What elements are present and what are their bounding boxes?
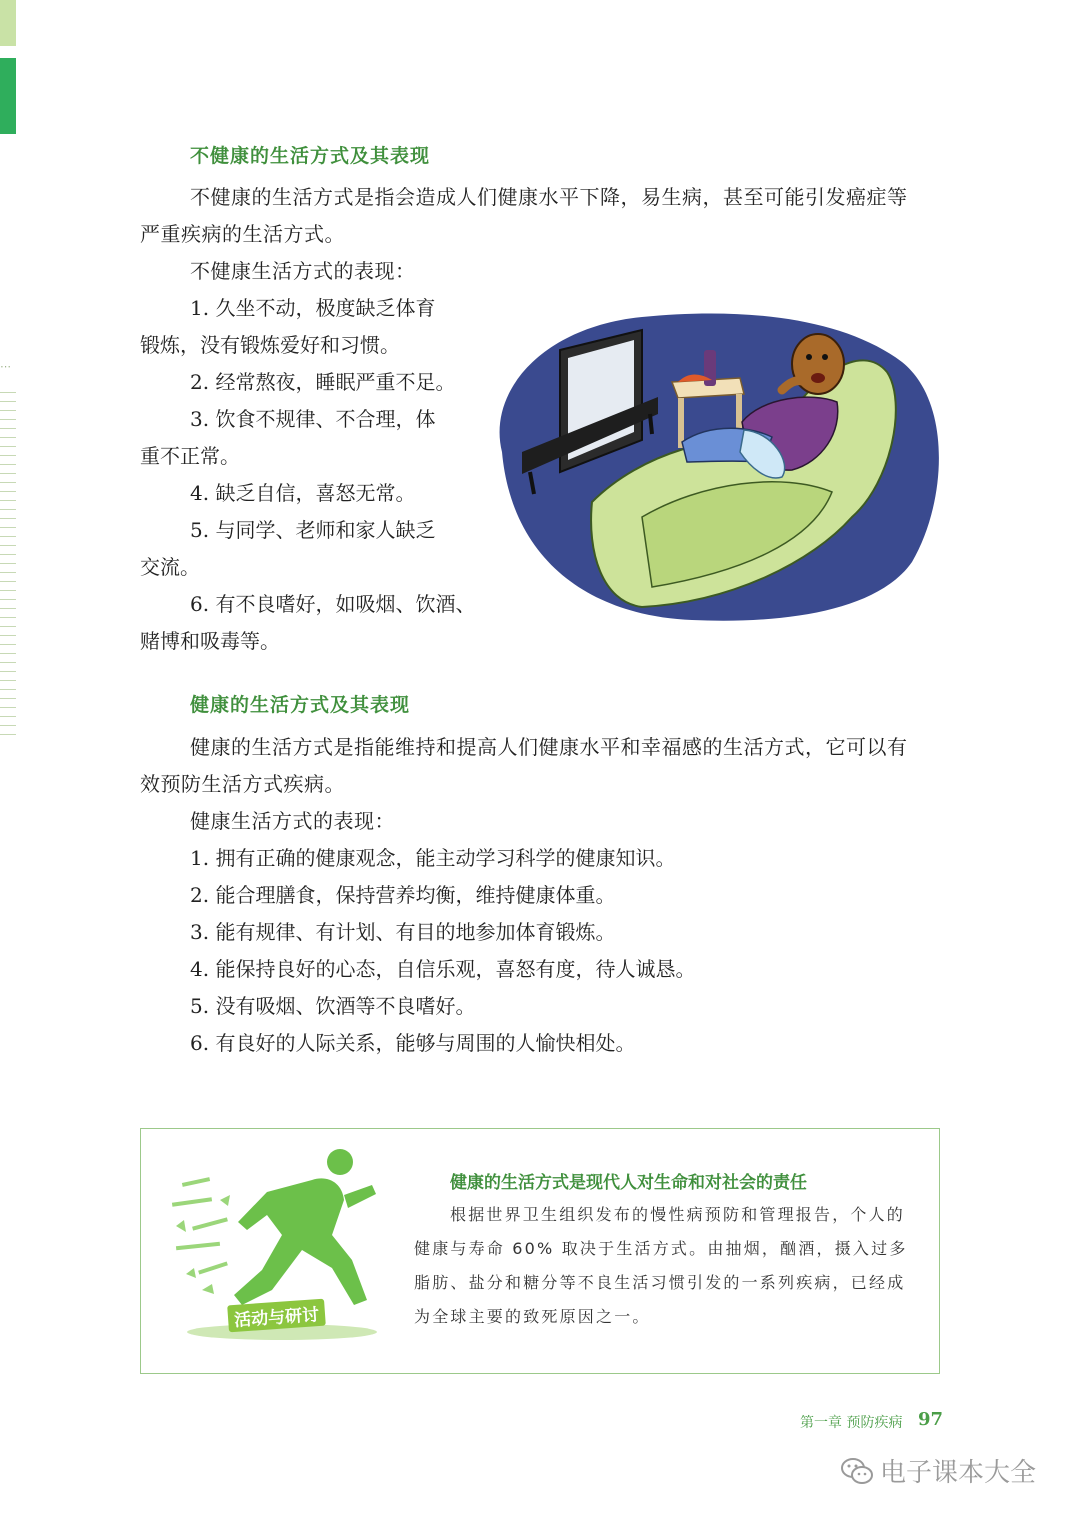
section2-item-5: 5. 没有吸烟、饮酒等不良嗜好。 (190, 994, 476, 1018)
section1-item-5b: 交流。 (140, 555, 200, 579)
watermark (840, 1452, 1036, 1489)
section2-item-4: 4. 能保持良好的心态，自信乐观，喜怒有度，待人诚恳。 (190, 957, 696, 981)
section2-definition-line2: 效预防生活方式疾病。 (140, 772, 345, 796)
section1-item-1b: 锻炼，没有锻炼爱好和习惯。 (140, 333, 400, 357)
section1-definition-line1: 不健康的生活方式是指会造成人们健康水平下降，易生病，甚至可能引发癌症等 (190, 185, 908, 209)
section2-item-2: 2. 能合理膳食，保持营养均衡，维持健康体重。 (190, 883, 616, 907)
margin-tab-dark (0, 58, 16, 134)
section2-intro: 健康生活方式的表现： (190, 809, 395, 833)
section1-item-6a: 6. 有不良嗜好，如吸烟、饮酒、 (190, 592, 476, 616)
activity-line-3: 脂肪、盐分和糖分等不良生活习惯引发的一系列疾病，已经成 (414, 1273, 906, 1292)
activity-title: 健康的生活方式是现代人对生命和对社会的责任 (450, 1173, 807, 1193)
section1-heading: 不健康的生活方式及其表现 (190, 145, 431, 167)
section1-item-1a: 1. 久坐不动，极度缺乏体育 (190, 296, 436, 320)
section2-heading: 健康的生活方式及其表现 (190, 694, 411, 716)
section1-item-2: 2. 经常熬夜，睡眠严重不足。 (190, 370, 456, 394)
section1-item-6b: 赌博和吸毒等。 (140, 629, 280, 653)
section1-item-3a: 3. 饮食不规律、不合理，体 (190, 407, 436, 431)
activity-badge: 活动与研讨 (227, 1299, 326, 1333)
page-number: 97 (918, 1409, 944, 1430)
section1-definition-line2: 严重疾病的生活方式。 (140, 222, 345, 246)
section1-item-3b: 重不正常。 (140, 444, 240, 468)
section2-item-3: 3. 能有规律、有计划、有目的地参加体育锻炼。 (190, 920, 616, 944)
chapter-footer: 第一章 预防疾病 (800, 1415, 903, 1431)
margin-ruled-lines (0, 392, 16, 742)
sofa-tv-illustration (482, 302, 944, 624)
section1-item-5a: 5. 与同学、老师和家人缺乏 (190, 518, 436, 542)
activity-line-4: 为全球主要的致死原因之一。 (414, 1307, 651, 1326)
activity-line-2: 健康与寿命 60% 取决于生活方式。由抽烟，酗酒，摄入过多 (414, 1239, 908, 1258)
section2-item-6: 6. 有良好的人际关系，能够与周围的人愉快相处。 (190, 1031, 636, 1055)
section2-item-1: 1. 拥有正确的健康观念，能主动学习科学的健康知识。 (190, 846, 676, 870)
activity-line-1: 根据世界卫生组织发布的慢性病预防和管理报告，个人的 (450, 1205, 906, 1224)
wechat-icon (840, 1456, 874, 1486)
watermark-text: 电子课本大全 (880, 1458, 1037, 1488)
margin-dots: ⋯ (0, 360, 12, 373)
section1-intro: 不健康生活方式的表现： (190, 259, 416, 283)
section2-definition-line1: 健康的生活方式是指能维持和提高人们健康水平和幸福感的生活方式，它可以有 (190, 735, 908, 759)
section1-item-4: 4. 缺乏自信，喜怒无常。 (190, 481, 416, 505)
margin-tab-light (0, 0, 16, 46)
